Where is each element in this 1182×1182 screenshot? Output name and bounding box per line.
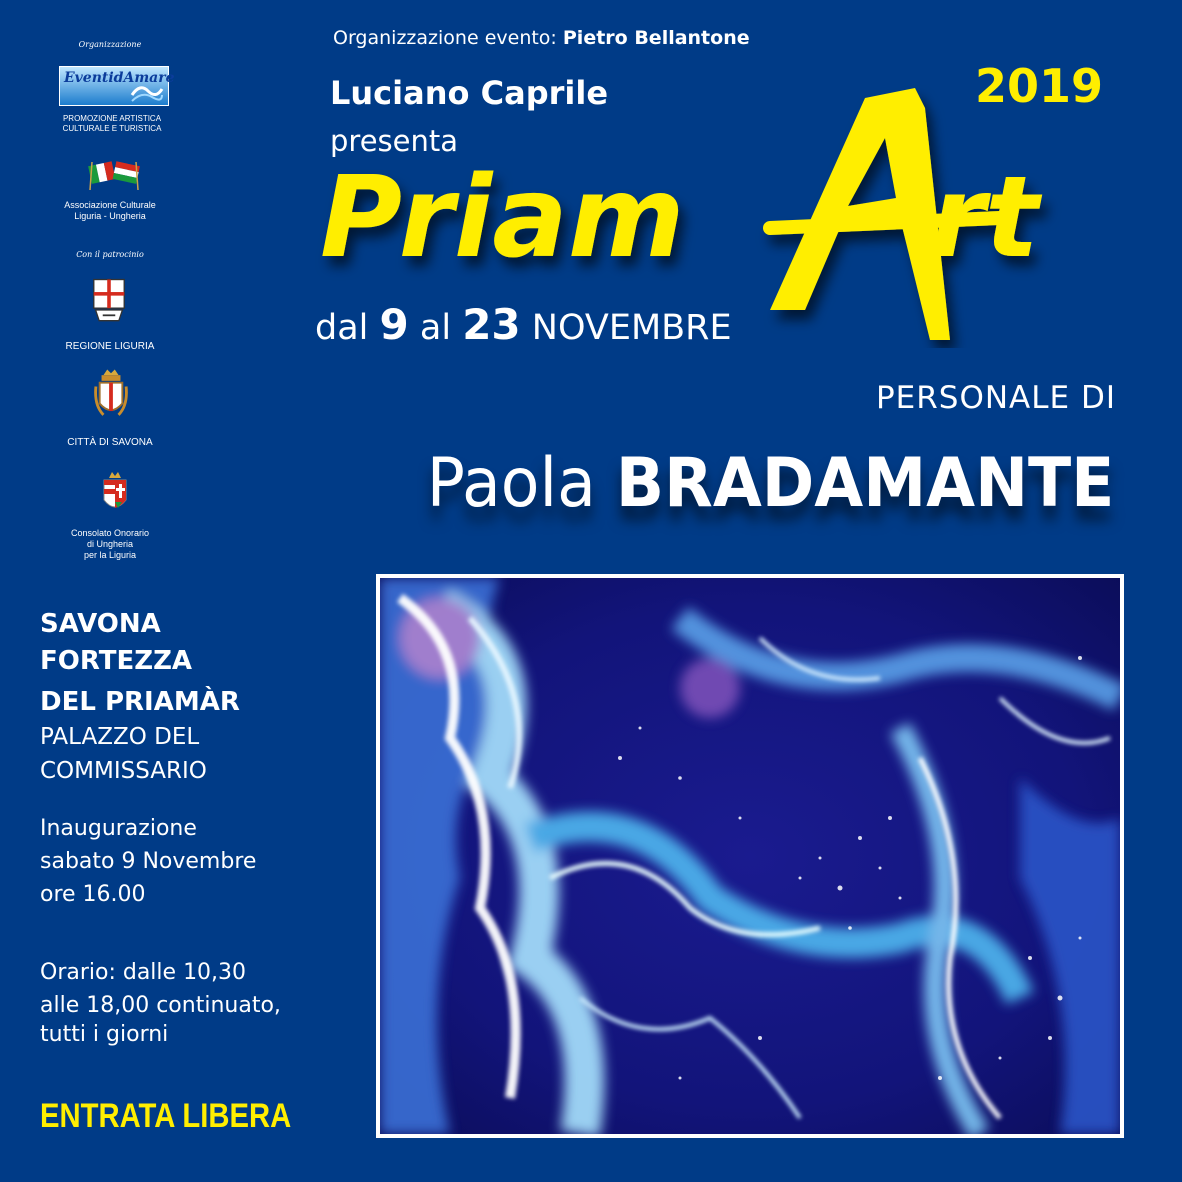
citta-caption: CITTÀ DI SAVONA — [67, 437, 153, 448]
venue-city: SAVONA — [40, 609, 161, 639]
title-brush-a — [770, 88, 950, 340]
dates-month: NOVEMBRE — [520, 308, 732, 348]
inauguration-date: sabato 9 Novembre — [40, 849, 257, 874]
hours-line-3: tutti i giorni — [40, 1022, 169, 1047]
organizzazione-label: Organizzazione — [78, 40, 142, 49]
consolato-caption-1: Consolato Onorario — [70, 528, 150, 538]
artist-first-name: Paola — [426, 444, 616, 523]
artwork-image — [376, 574, 1124, 1138]
wave-icon — [130, 81, 164, 103]
regione-liguria-crest-icon — [92, 275, 126, 327]
patrocinio-label: Con il patrocinio — [76, 250, 144, 259]
eventi-logo-text: EventidAmare — [64, 70, 175, 86]
presenta-label: presenta — [330, 124, 459, 158]
organizer-name: Pietro Bellantone — [562, 27, 750, 49]
associazione-caption-1: Associazione Culturale — [64, 200, 156, 210]
regione-caption: REGIONE LIGURIA — [65, 341, 155, 352]
artist-name — [426, 444, 1114, 523]
dates-dal: dal — [315, 308, 380, 348]
event-organizer — [333, 27, 750, 49]
eventi-caption: PROMOZIONE ARTISTICA CULTURALE E TURISTICA — [62, 114, 162, 133]
italy-hungary-flags-icon — [86, 158, 142, 192]
event-dates — [315, 300, 732, 349]
hours-line-1: Orario: dalle 10,30 — [40, 960, 247, 985]
artwork-abstract-painting — [380, 578, 1120, 1134]
venue-palazzo: PALAZZO DEL — [40, 724, 200, 750]
consolato-caption-2: di Ungheria — [86, 539, 134, 549]
venue-priamar: DEL PRIAMÀR — [40, 687, 240, 717]
artist-last-name: BRADAMANTE — [615, 444, 1114, 523]
venue-commissario: COMMISSARIO — [40, 758, 207, 784]
associazione-caption-2: Liguria - Ungheria — [74, 211, 146, 221]
organizer-prefix: Organizzazione evento: — [333, 27, 563, 49]
hungary-consulate-crest-icon — [98, 470, 132, 516]
dates-end: 23 — [462, 300, 521, 349]
hours-line-2: alle 18,00 continuato, — [40, 993, 281, 1018]
consolato-caption-3: per la Liguria — [83, 550, 137, 560]
event-year: 2019 — [975, 59, 1104, 113]
venue-fortress: FORTEZZA — [40, 646, 193, 676]
citta-savona-crest-icon — [94, 366, 128, 424]
free-entrance-label: ENTRATA LIBERA — [40, 1097, 292, 1135]
dates-al: al — [408, 308, 463, 348]
title-rt: rt — [930, 153, 1039, 283]
eventi-damare-logo — [59, 66, 175, 106]
presenter-name: Luciano Caprile — [330, 74, 609, 112]
dates-start: 9 — [379, 300, 409, 349]
personale-label: PERSONALE DI — [875, 380, 1116, 416]
inauguration-label: Inaugurazione — [40, 816, 197, 841]
inauguration-time: ore 16.00 — [40, 882, 146, 907]
title-priam: Priam — [320, 153, 685, 283]
